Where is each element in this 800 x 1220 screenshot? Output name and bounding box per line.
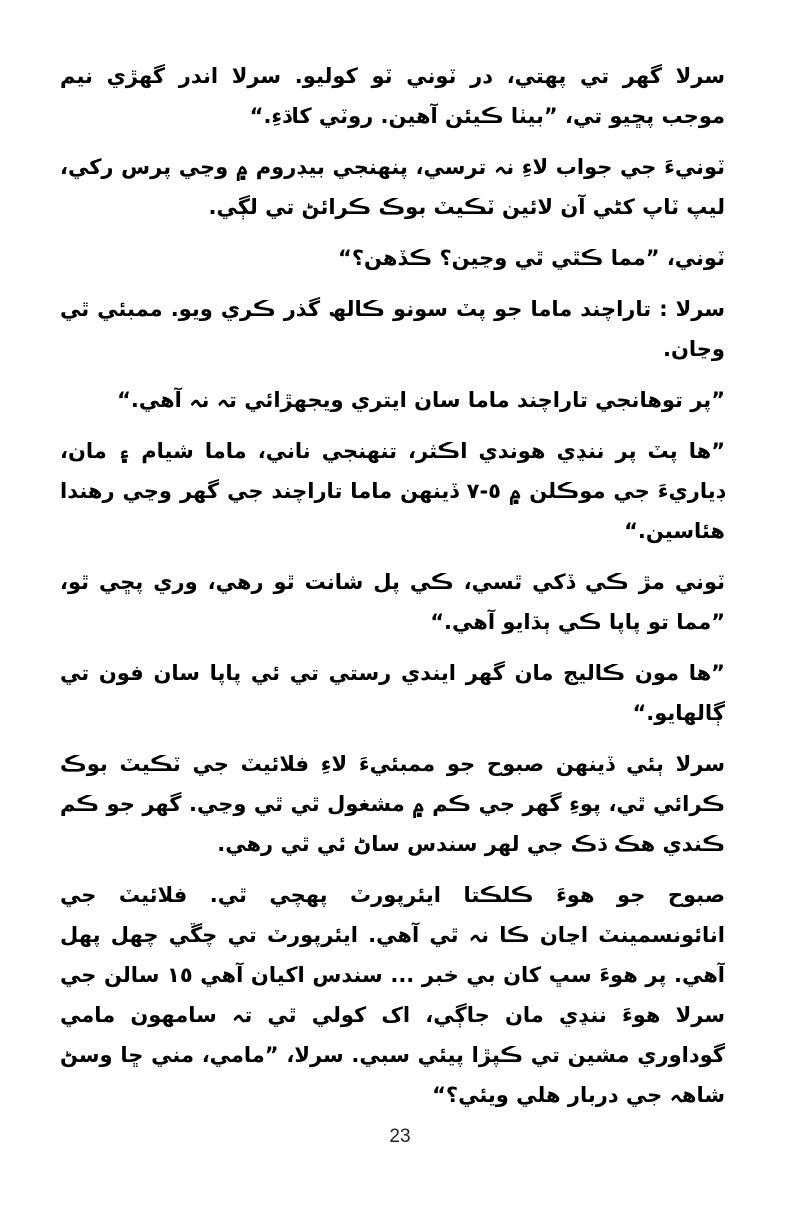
page-number: 23 <box>389 1126 411 1147</box>
paragraph-4: سرلا : تاراچند ماما جو پٽ سونو ڪالھ گذر ڪري ويو. ممبئي ٿي وڃان. <box>60 297 725 361</box>
paragraph-6: ”ها پٽ پر ننڍي هوندي اڪثر، تنهنجي ناني، ماما شيام ۽ مان، ڊياريءَ جي موڪلن ۾ ٥-٧ ڏينهن ماما تاراچند جي گھر وڃي رهندا هئاسين.“ <box>60 439 725 543</box>
paragraph-7: ٽوني مڙ ڪي ڏکي ٿسي، ڪي پل شانت ٿو رهي، وري پڇي ٿو، ”مما تو پاپا ڪي ٻڌايو آهي.“ <box>60 570 725 634</box>
paragraph-10: صبوح جو هوءَ ڪلڪتا ايئرپورٽ پهچي ٿي. فلائيٽ جي انائونسمينٽ اڃان ڪا نہ ٿي آهي. ايئرپورٽ تي چڱي چهل پهل آهي. پر هوءَ سڀ کان بي خبر ... سندس اکيان آهي ١٥ سالن جي سرلا هوءَ ننڍي مان جاڳي، اک کولي ٿي تہ سامهون مامي گوداوري مشين تي ڪپڙا پيئي سبي. سرلا، ”مامي، مني ڇا وسڻ شاهہ جي دربار هلي ويئي؟“ <box>60 883 725 1107</box>
paragraph-9: سرلا ٻئي ڏينهن صبوح جو ممبئيءَ لاءِ فلائيٽ جي ٽڪيٽ بوڪ ڪرائي ٿي، پوءِ گھر جي ڪم ۾ مشغول ٿي ٿي وڃي. گھر جو ڪم ڪندي هڪ ڌڪ جي لهر سندس ساڻ ئي ٿي رهي. <box>60 752 725 856</box>
paragraph-3: ٽوني، ”مما ڪٿي ٿي وڃين؟ ڪڏهن؟“ <box>338 246 725 270</box>
paragraph-8: ”ها مون ڪاليج مان گھر ايندي رستي تي ئي پاپا سان فون تي ڳالهايو.“ <box>60 661 725 725</box>
page-body <box>60 56 725 1136</box>
paragraph-2: ٽونيءَ جي جواب لاءِ نہ ترسي، پنهنجي بيڊروم ۾ وڃي پرس رکي، ليپ ٽاپ کڻي آن لائين ٽڪيٽ بوڪ ڪرائڻ تي لڳي. <box>60 155 725 219</box>
paragraph-1: سرلا گھر تي پھتي، در ٽوني ٽو کوليو. سرلا اندر گھڙي نيم موجب پڇيو تي، ”بيٺا ڪيئن آهين. روٽي کاڌءِ.“ <box>60 64 725 128</box>
paragraph-5: ”پر توهانجي تاراچند ماما سان ايتري ويجهڙائي تہ نہ آهي.“ <box>117 388 725 412</box>
